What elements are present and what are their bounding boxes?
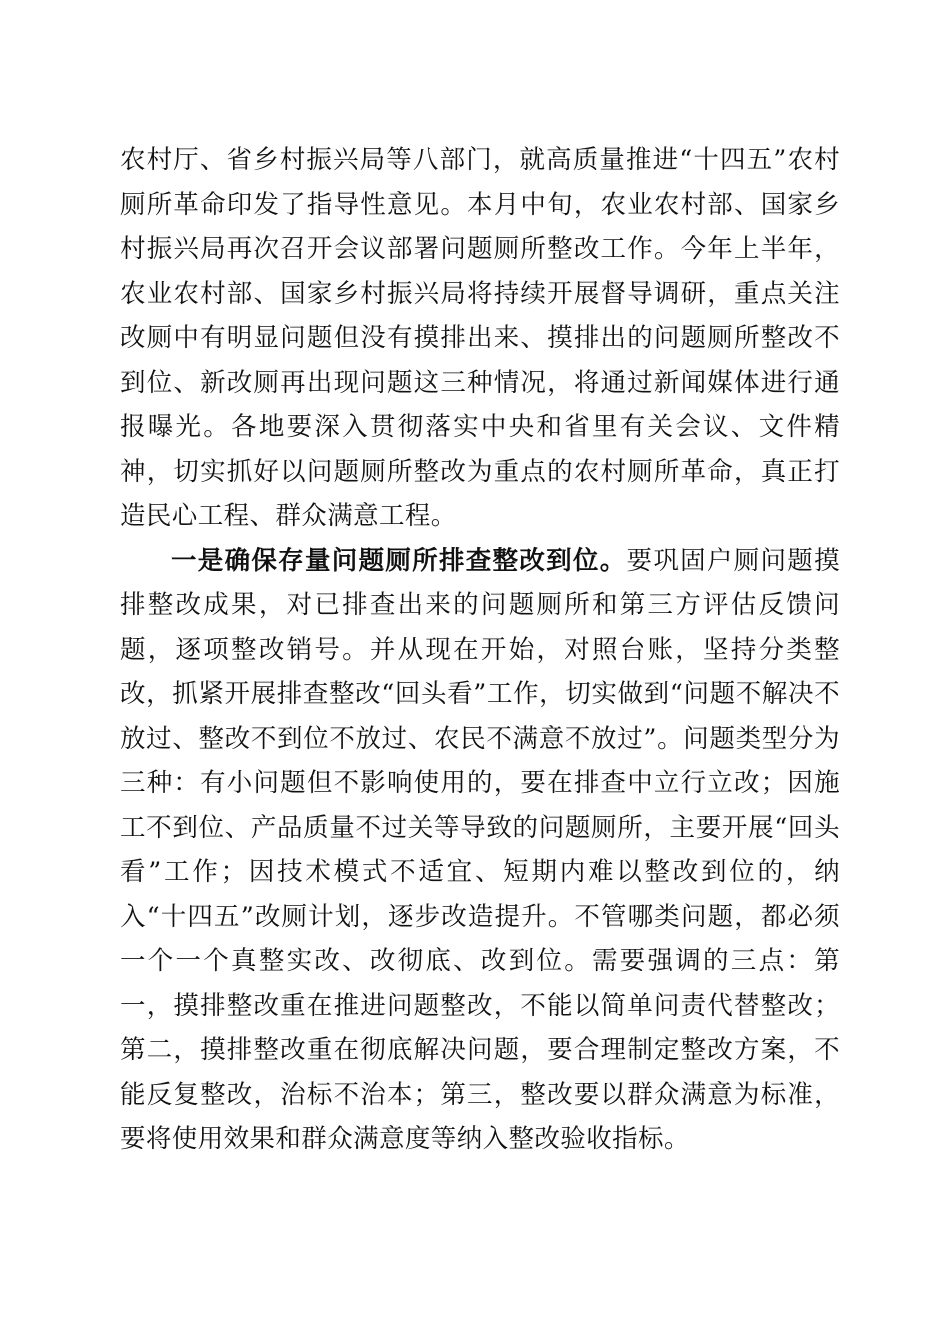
document-body xyxy=(120,138,840,1162)
paragraph-heading: 一是确保存量问题厕所排查整改到位。 xyxy=(171,545,627,576)
paragraph-item-one xyxy=(120,539,840,1162)
paragraph-continuation: 农村厅、省乡村振兴局等八部门，就高质量推进“十四五”农村厕所革命印发了指导性意见。本月中旬，农业农村部、国家乡村振兴局再次召开会议部署问题厕所整改工作。今年上半年，农业农村部、国家乡村振兴局将持续开展督导调研，重点关注改厕中有明显问题但没有摸排出来、摸排出的问题厕所整改不到位、新改厕再出现问题这三种情况，将通过新闻媒体进行通报曝光。各地要深入贯彻落实中央和省里有关会议、文件精神，切实抓好以问题厕所整改为重点的农村厕所革命，真正打造民心工程、群众满意工程。 xyxy=(120,145,840,531)
paragraph-body: 要巩固户厕问题摸排整改成果，对已排查出来的问题厕所和第三方评估反馈问题，逐项整改销号。并从现在开始，对照台账，坚持分类整改，抓紧开展排查整改“回头看”工作，切实做到“问题不解决不放过、整改不到位不放过、农民不满意不放过”。问题类型分为三种：有小问题但不影响使用的，要在排查中立行立改；因施工不到位、产品质量不过关等导致的问题厕所，主要开展“回头看”工作；因技术模式不适宜、短期内难以整改到位的，纳入“十四五”改厕计划，逐步改造提升。不管哪类问题，都必须一个一个真整实改、改彻底、改到位。需要强调的三点：第一，摸排整改重在推进问题整改，不能以简单问责代替整改；第二，摸排整改重在彻底解决问题，要合理制定整改方案，不能反复整改，治标不治本；第三，整改要以群众满意为标准，要将使用效果和群众满意度等纳入整改验收指标。 xyxy=(120,545,840,1154)
